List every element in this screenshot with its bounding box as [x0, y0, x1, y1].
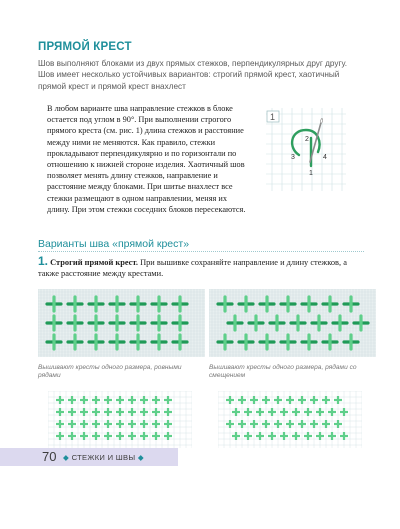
step-number: 1. [38, 254, 49, 268]
pattern-grid-straight [48, 391, 192, 448]
embroidery-photo-straight-rows [38, 289, 205, 357]
step-1 [38, 256, 364, 279]
figure-number: 1 [270, 112, 276, 122]
point-label-3: 3 [291, 154, 295, 161]
point-label-1: 1 [309, 170, 313, 177]
section-heading: ПРЯМОЙ КРЕСТ [38, 41, 132, 53]
step-title: Строгий прямой крест. [50, 258, 138, 267]
pattern-grid-offset [218, 391, 362, 448]
divider [38, 251, 364, 252]
body-paragraph: В любом варианте шва направление стежков в блоке остается под углом в 90°. При выполнении строгого прямого креста (см. рис. 1) длина стежков и расстояние между ними не меняются. Как правило, стежки прокладывают перпендикулярно и по горизонтали по отношению к нижней стороне изделия. Хаотичный шов позволяет менять длину стежков, направление и расстояние между блоками. При шитье внахлест все стежки размещают в одном направлении, меняя их длину. При этом стежки соседних блоков пересекаются. [47, 104, 246, 214]
intro-text: Шов выполняют блоками из двух прямых стежков, перпендикулярных друг другу. Шов имеет несколько устойчивых вариантов: строгий прямой крест, хаотичный прямой крест и прямой крест внахлест [38, 59, 348, 91]
needle-eye [320, 119, 323, 124]
stitch-diagram [266, 108, 346, 191]
point-label-4: 4 [323, 154, 327, 161]
section-title: СТЕЖКИ И ШВЫ [71, 453, 136, 462]
embroidery-photo-offset-rows [209, 289, 376, 357]
step-text: При вышивке сохраняйте направление и длину стежков, а также расстояние между крестами. [38, 258, 347, 279]
caption-right: Вышивают кресты одного размера, рядами со смещением [209, 364, 357, 379]
caption-left: Вышивают кресты одного размера, ровными рядами [38, 364, 182, 379]
running-footer [63, 453, 144, 462]
page-number: 70 [42, 449, 57, 464]
variants-heading: Варианты шва «прямой крест» [38, 238, 190, 250]
bullet-left: ◆ [63, 453, 70, 462]
bullet-right: ◆ [137, 453, 144, 462]
point-label-2: 2 [305, 136, 309, 143]
